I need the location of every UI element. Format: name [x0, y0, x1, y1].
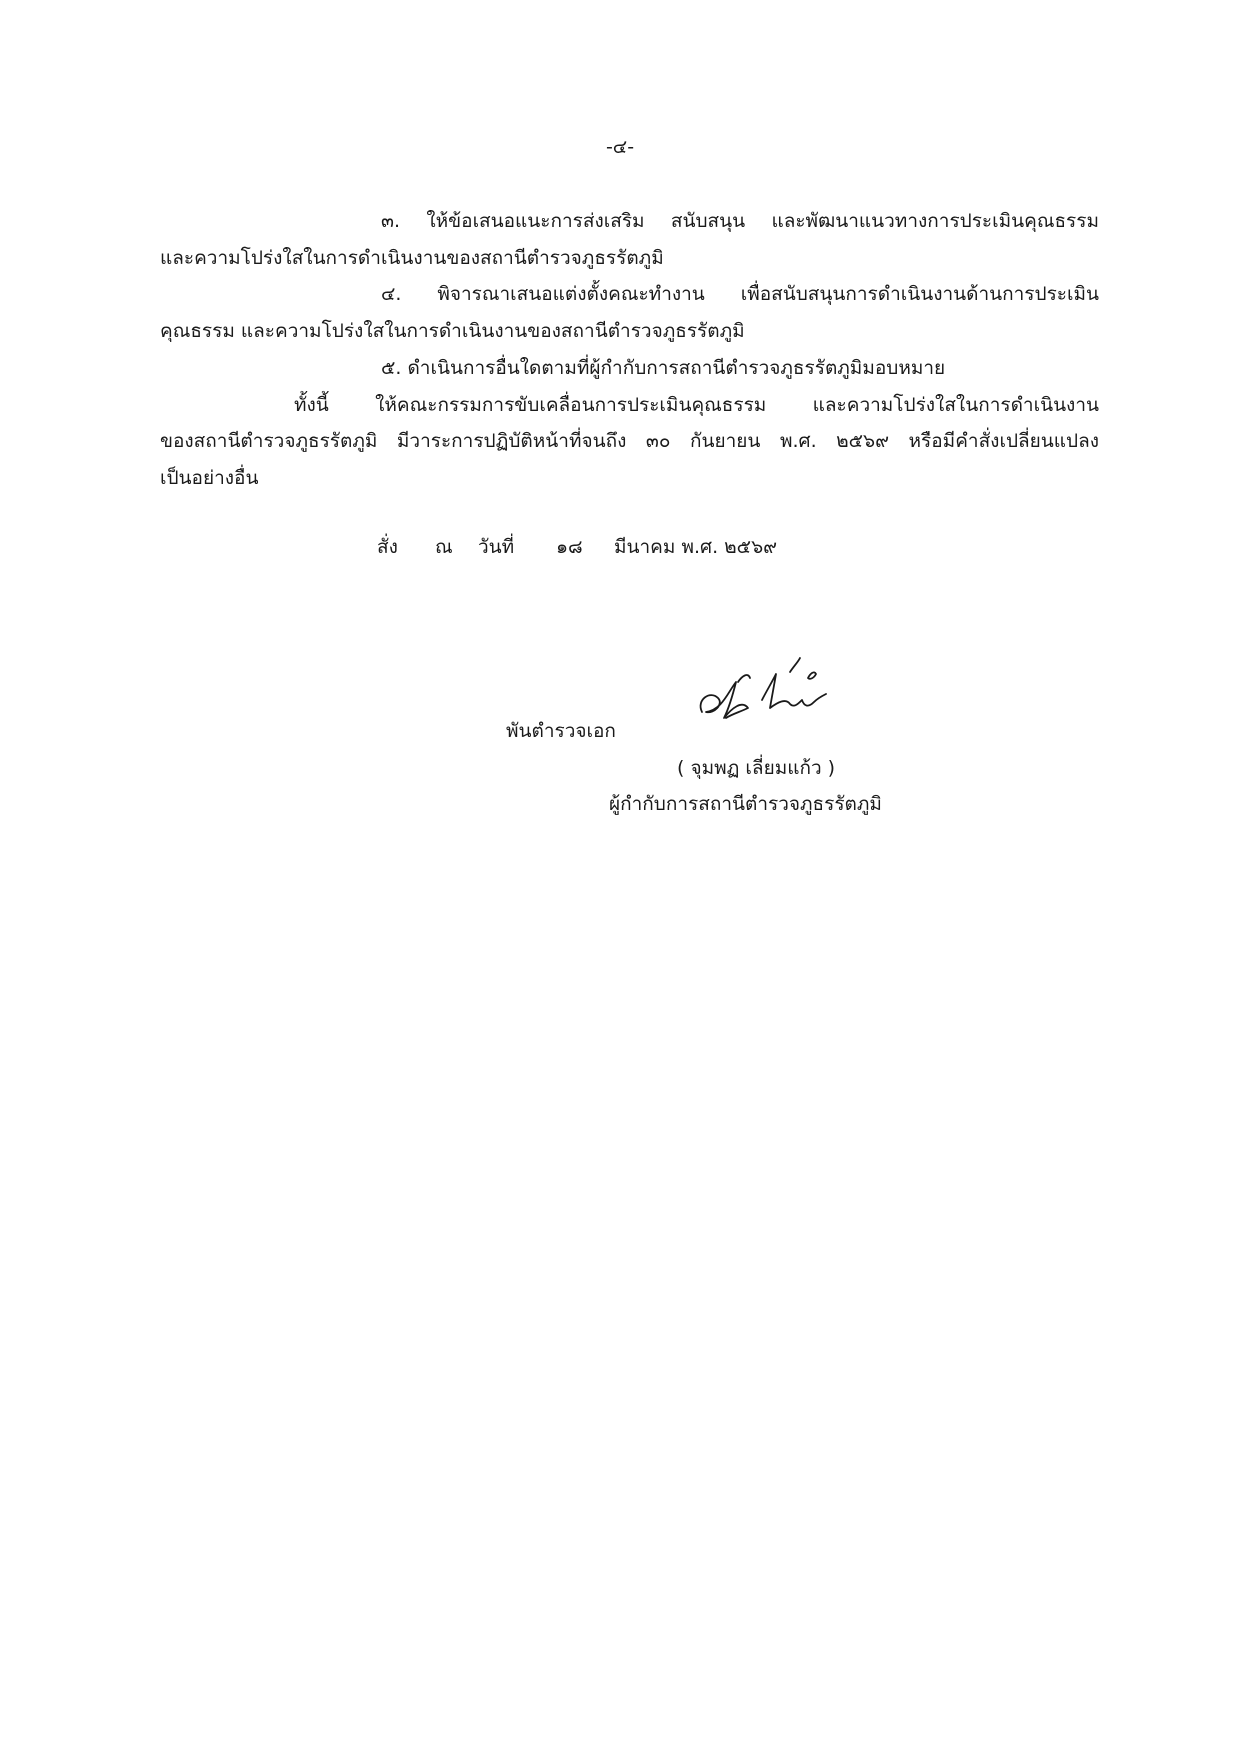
closing-line-1: ทั้งนี้ ให้คณะกรรมการขับเคลื่อนการประเมินคุณธรรม และความโปร่งใสในการดำเนินงาน	[294, 394, 1099, 416]
order-date-label: วันที่	[478, 536, 515, 558]
order-month-year: มีนาคม พ.ศ. ๒๕๖๙	[614, 536, 778, 558]
handwritten-signature	[692, 652, 832, 742]
order-date-line	[377, 536, 797, 559]
closing-line-3: เป็นอย่างอื่น	[160, 467, 259, 489]
item-3-line-2: และความโปร่งใสในการดำเนินงานของสถานีตำรวจภูธรรัตภูมิ	[160, 247, 664, 269]
closing-line-2: ของสถานีตำรวจภูธรรัตภูมิ มีวาระการปฏิบัติหน้าที่จนถึง ๓๐ กันยายน พ.ศ. ๒๕๖๙ หรือมีคำสั่งเปลี่ยนแปลง	[160, 430, 1099, 452]
signature-rank: พันตำรวจเอก	[506, 720, 616, 742]
item-4-line-1: ๔. พิจารณาเสนอแต่งตั้งคณะทำงาน เพื่อสนับสนุนการดำเนินงานด้านการประเมิน	[381, 283, 1099, 305]
order-day: ๑๘	[556, 536, 583, 558]
signature-name: ( จุมพฏ เลี่ยมแก้ว )	[677, 757, 836, 779]
order-at: ณ	[435, 536, 453, 558]
item-5-line-1: ๕. ดำเนินการอื่นใดตามที่ผู้กำกับการสถานีตำรวจภูธรรัตภูมิมอบหมาย	[381, 357, 946, 379]
item-3-line-1: ๓. ให้ข้อเสนอแนะการส่งเสริม สนับสนุน และพัฒนาแนวทางการประเมินคุณธรรม	[381, 210, 1099, 232]
item-4-line-2: คุณธรรม และความโปร่งใสในการดำเนินงานของสถานีตำรวจภูธรรัตภูมิ	[160, 320, 745, 342]
signature-position: ผู้กำกับการสถานีตำรวจภูธรรัตภูมิ	[609, 793, 882, 815]
order-ordered: สั่ง	[377, 536, 398, 558]
page-number: -๔-	[605, 136, 635, 158]
